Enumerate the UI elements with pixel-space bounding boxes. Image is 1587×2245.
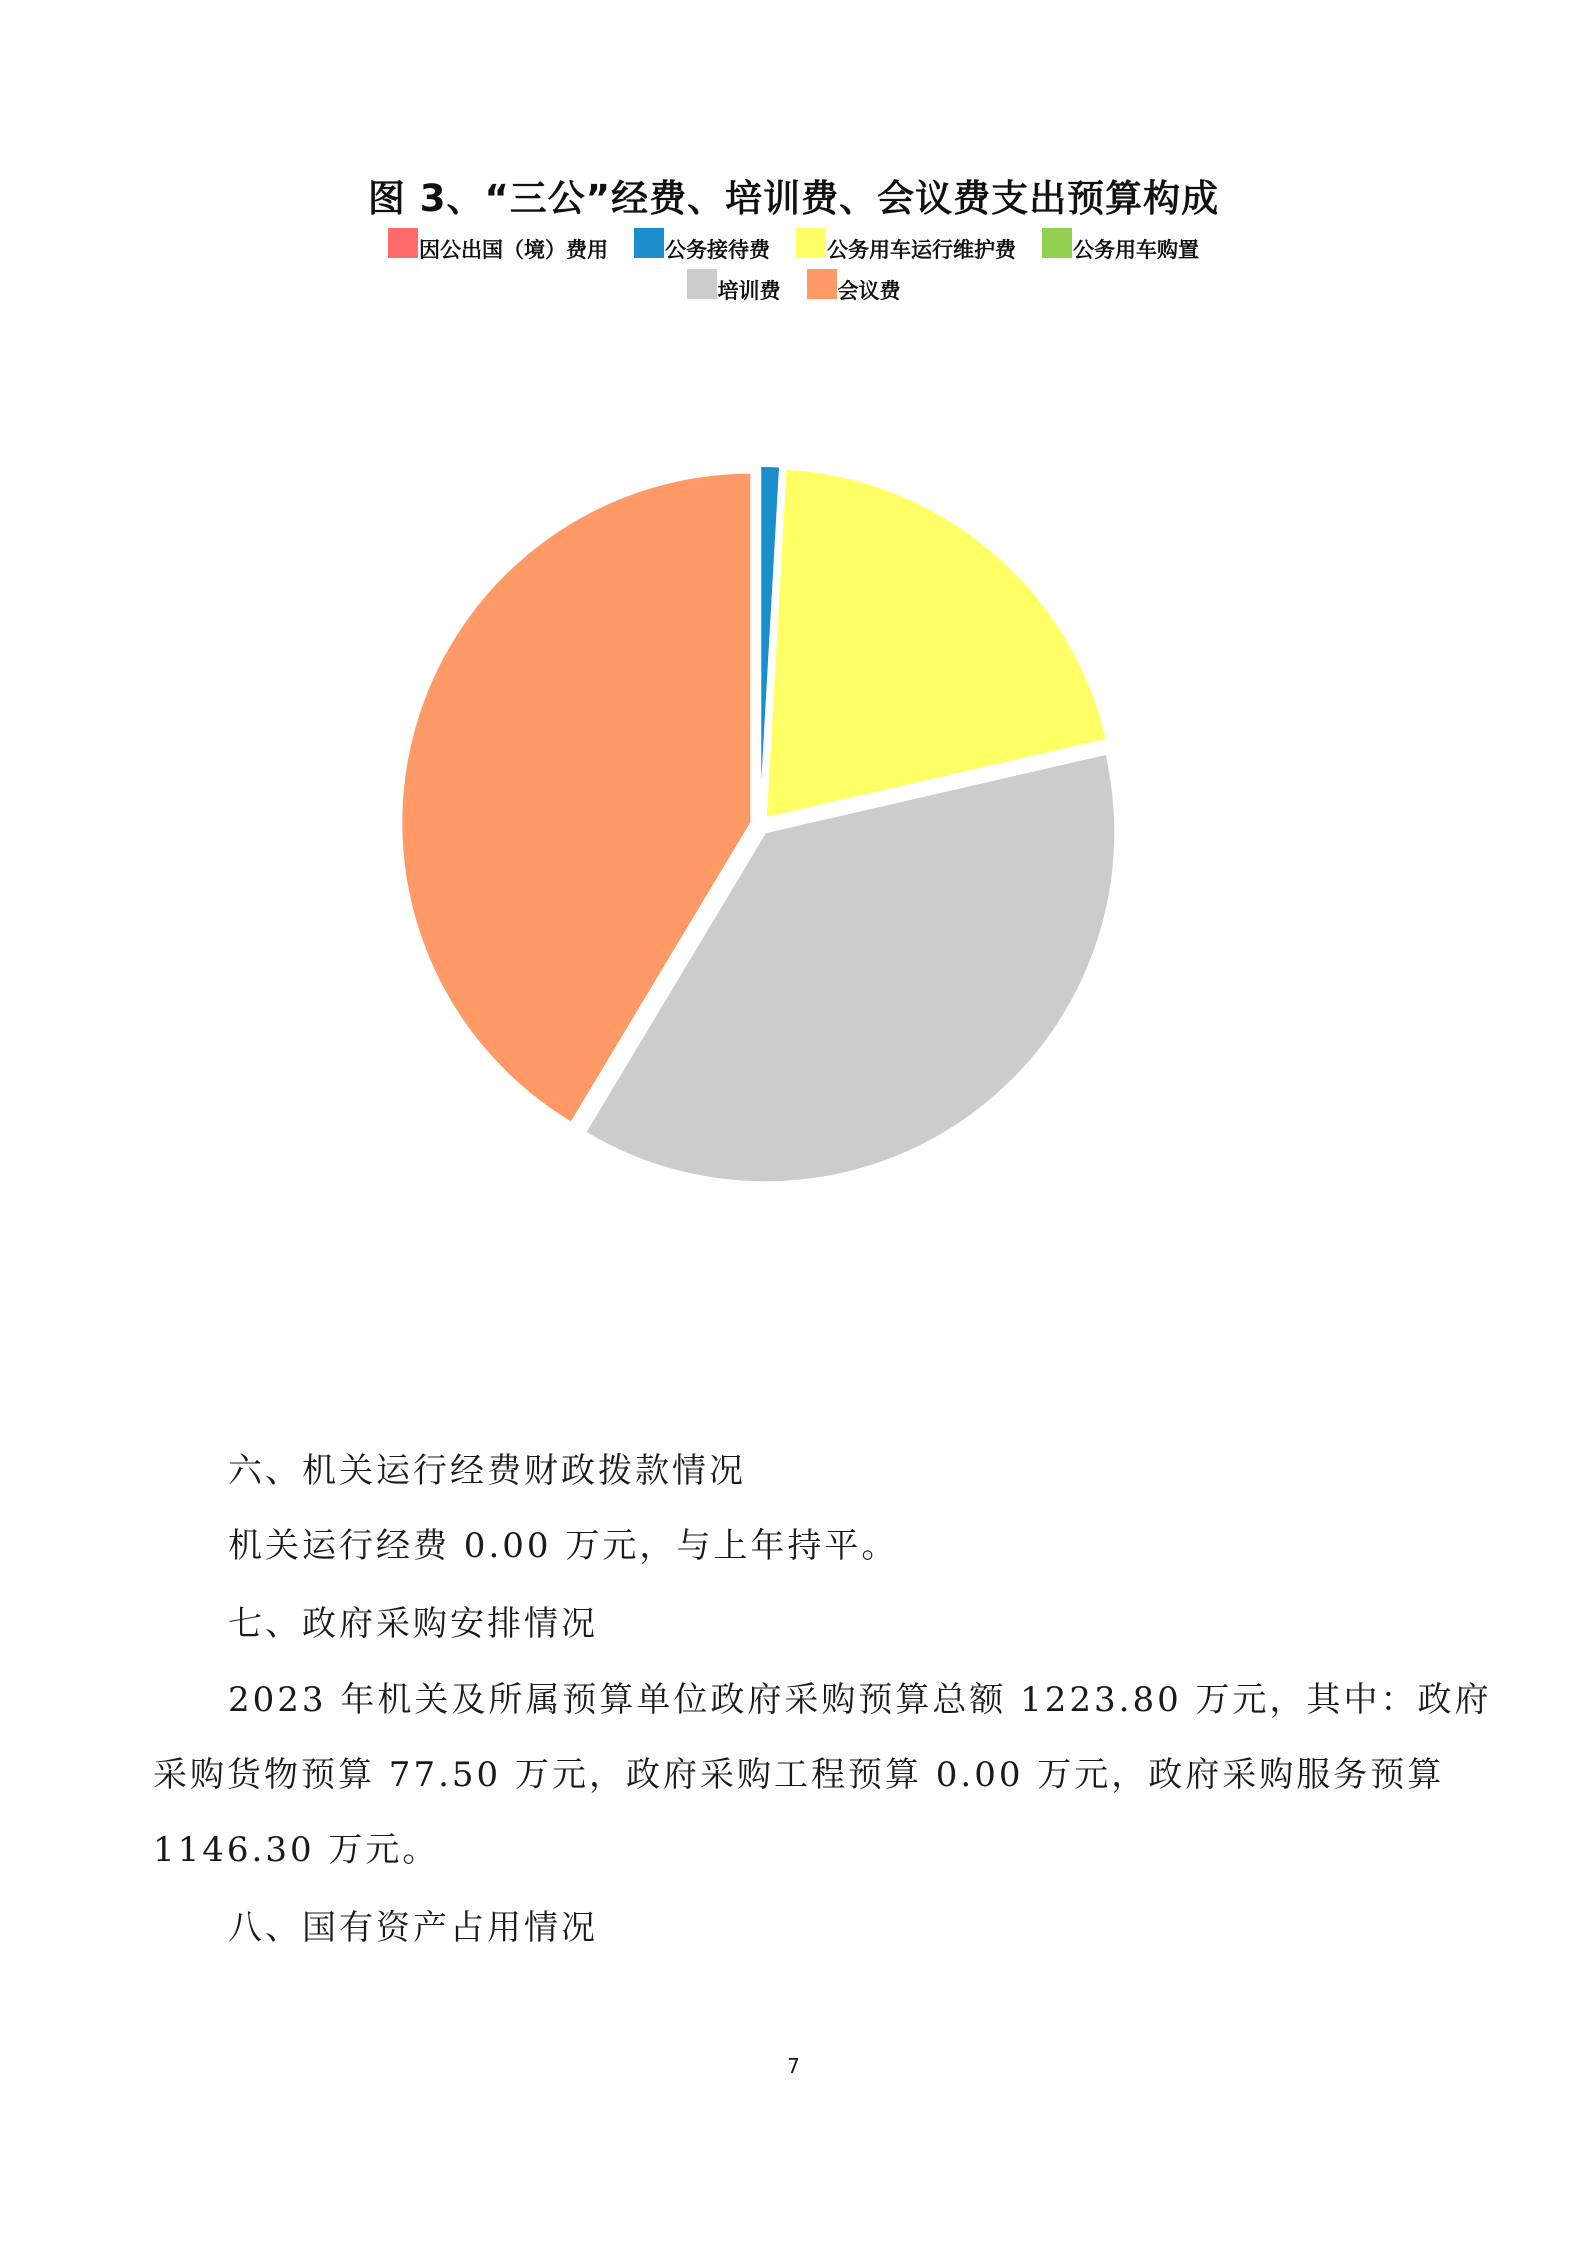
legend-label: 因公出国（境）费用	[419, 238, 608, 262]
page-number: 7	[787, 2054, 800, 2078]
legend-label: 公务接待费	[665, 238, 770, 262]
legend-label: 公务用车购置	[1073, 238, 1199, 262]
section-heading-7: 七、政府采购安排情况	[228, 1604, 598, 1644]
section-heading-8: 八、国有资产占用情况	[228, 1908, 598, 1948]
legend-label: 会议费	[837, 279, 901, 303]
paragraph-7-line-1: 2023 年机关及所属预算单位政府采购预算总额 1223.80 万元，其中：政府	[228, 1680, 1492, 1720]
legend-label: 公务用车运行维护费	[827, 238, 1016, 262]
paragraph-6: 机关运行经费 0.00 万元，与上年持平。	[228, 1526, 899, 1566]
paragraph-7-line-2: 采购货物预算 77.50 万元，政府采购工程预算 0.00 万元，政府采购服务预算	[153, 1755, 1445, 1795]
chart-title: 图 3、“三公”经费、培训费、会议费支出预算构成	[367, 177, 1220, 220]
section-heading-6: 六、机关运行经费财政拨款情况	[228, 1451, 746, 1491]
legend-label: 培训费	[717, 279, 781, 303]
paragraph-7-line-3: 1146.30 万元。	[153, 1830, 440, 1870]
